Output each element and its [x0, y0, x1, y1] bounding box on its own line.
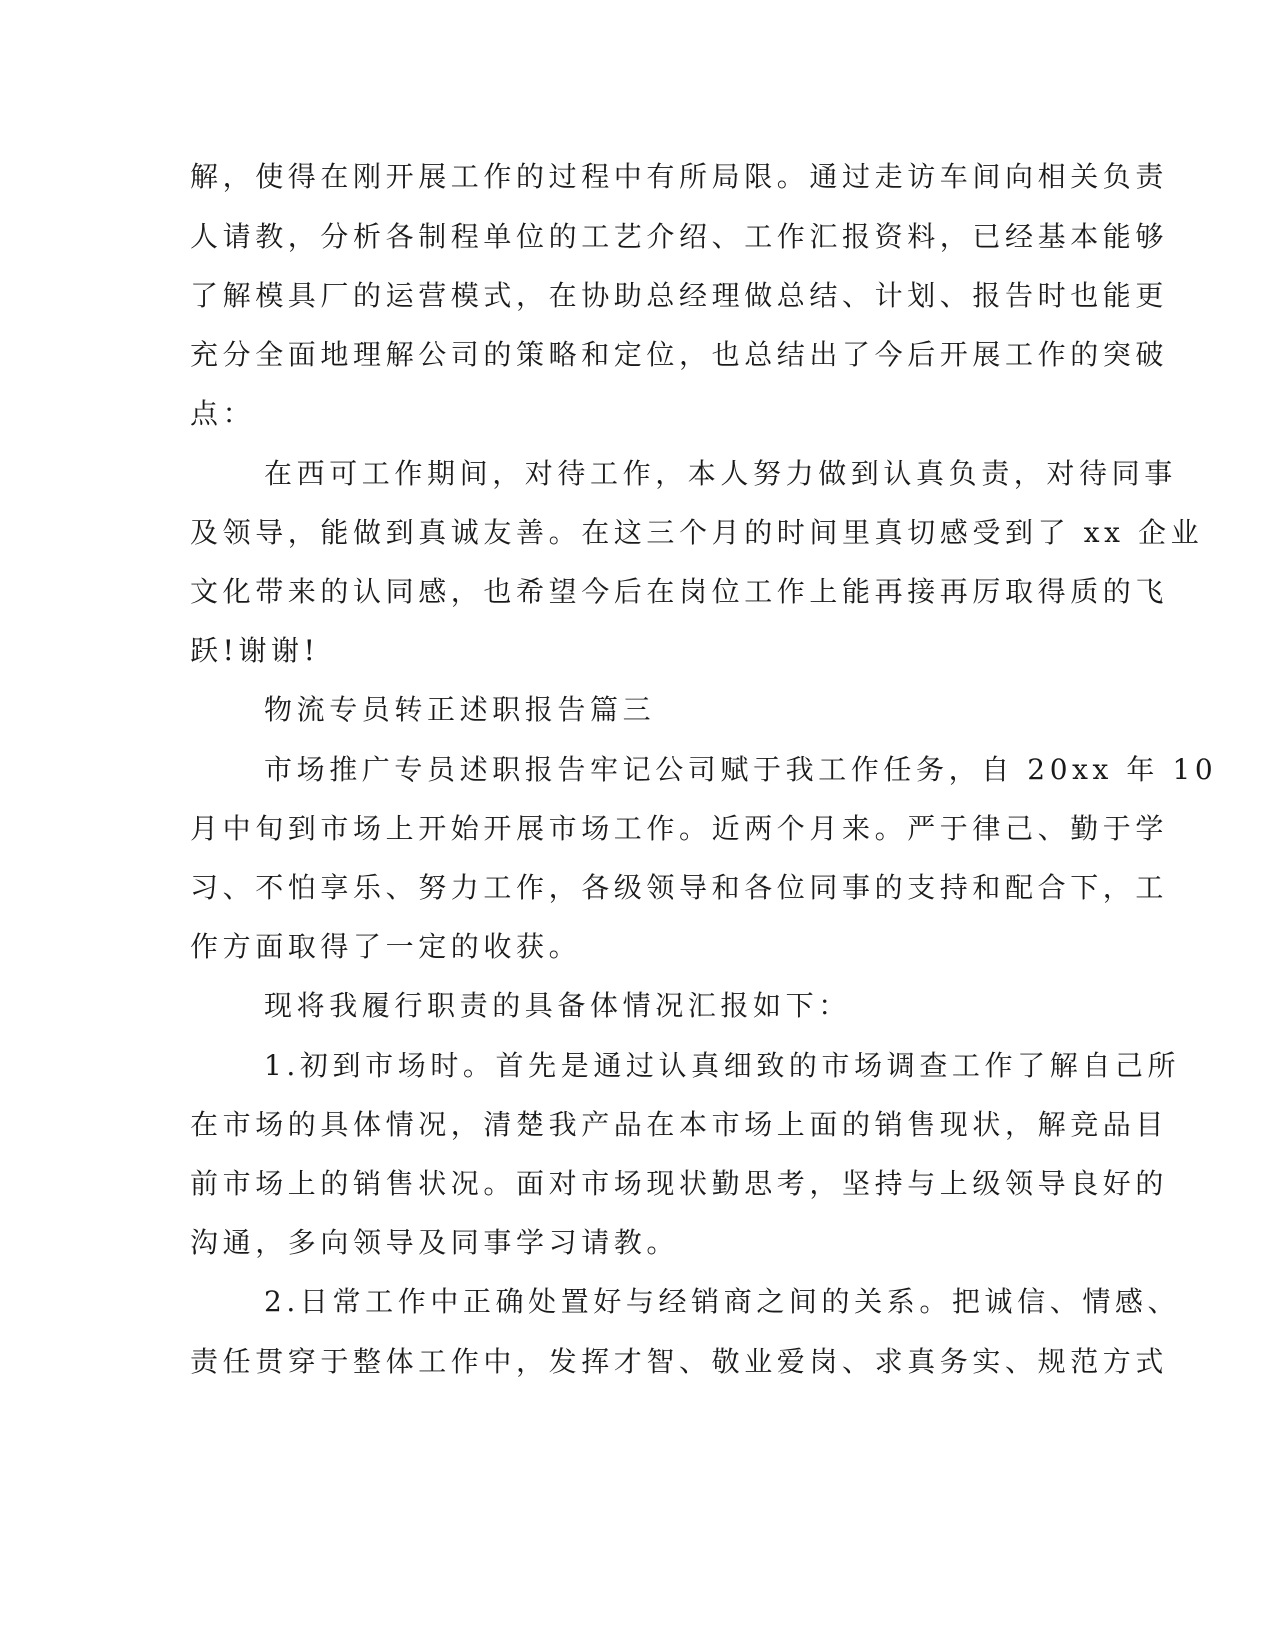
text-line: 市场推广专员述职报告牢记公司赋于我工作任务，自 20xx 年 10 [264, 753, 1218, 786]
section-heading: 物流专员转正述职报告篇三 [264, 693, 656, 726]
text-line: 充分全面地理解公司的策略和定位，也总结出了今后开展工作的突破 [190, 338, 1169, 371]
text-line: 前市场上的销售状况。面对市场现状勤思考，坚持与上级领导良好的 [190, 1167, 1169, 1200]
text-line: 了解模具厂的运营模式，在协助总经理做总结、计划、报告时也能更 [190, 279, 1169, 312]
text-line: 文化带来的认同感，也希望今后在岗位工作上能再接再厉取得质的飞 [190, 575, 1169, 608]
text-line: 在市场的具体情况，清楚我产品在本市场上面的销售现状，解竞品目 [190, 1108, 1169, 1141]
text-line: 跃!谢谢! [190, 634, 320, 667]
text-line: 沟通，多向领导及同事学习请教。 [190, 1226, 680, 1259]
text-line: 解，使得在刚开展工作的过程中有所局限。通过走访车间向相关负责 [190, 160, 1169, 193]
text-line: 人请教，分析各制程单位的工艺介绍、工作汇报资料，已经基本能够 [190, 220, 1169, 253]
text-line: 在西可工作期间，对待工作，本人努力做到认真负责，对待同事 [264, 457, 1177, 490]
text-line: 现将我履行职责的具备体情况汇报如下： [264, 989, 851, 1022]
text-line: 习、不怕享乐、努力工作，各级领导和各位同事的支持和配合下，工 [190, 871, 1169, 904]
text-line: 作方面取得了一定的收获。 [190, 930, 582, 963]
text-line: 责任贯穿于整体工作中，发挥才智、敬业爱岗、求真务实、规范方式 [190, 1345, 1169, 1378]
text-line: 2.日常工作中正确处置好与经销商之间的关系。把诚信、情感、 [264, 1285, 1181, 1318]
text-line: 点： [190, 397, 256, 430]
text-line: 月中旬到市场上开始开展市场工作。近两个月来。严于律己、勤于学 [190, 812, 1169, 845]
text-line: 1.初到市场时。首先是通过认真细致的市场调查工作了解自己所 [264, 1049, 1181, 1082]
text-line: 及领导，能做到真诚友善。在这三个月的时间里真切感受到了 xx 企业 [190, 516, 1204, 549]
